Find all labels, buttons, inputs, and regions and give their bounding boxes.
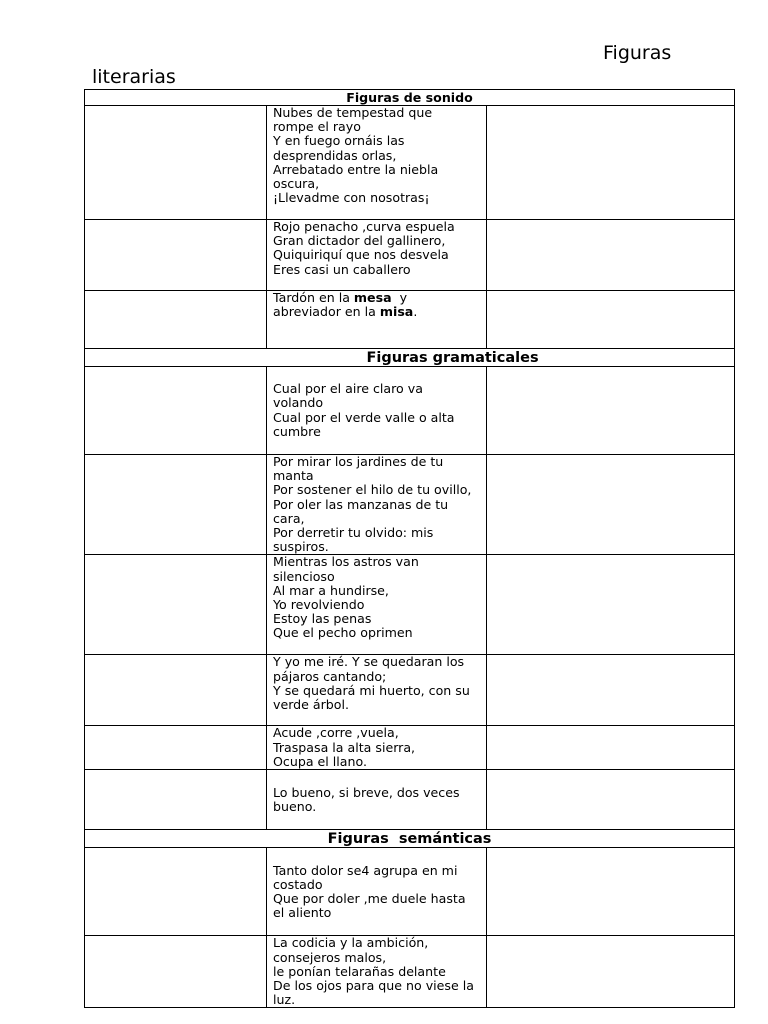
verse-line: verde árbol. — [273, 697, 349, 713]
answer-cell — [85, 555, 267, 655]
verse-line: Rojo penacho ,curva espuela — [273, 219, 455, 234]
verse-emphasis: mesa — [353, 290, 392, 305]
verse-line: Cual por el verde valle o alta — [273, 409, 455, 425]
verse-line: cara, — [273, 510, 305, 526]
document-title-line2: literarias — [92, 66, 176, 88]
verse-line: Eres casi un caballero — [273, 261, 411, 277]
answer-cell — [85, 220, 267, 291]
table-row — [85, 367, 735, 455]
notes-cell — [487, 291, 735, 349]
verse-cell — [267, 848, 487, 936]
notes-cell — [487, 220, 735, 291]
document-title-line1: Figuras — [603, 42, 672, 64]
notes-cell — [487, 106, 735, 220]
table-row — [85, 106, 735, 220]
verse-line: Estoy las penas — [273, 611, 372, 627]
verse-text: y — [391, 290, 408, 305]
verse-line: Mientras los astros van — [273, 554, 419, 570]
table-row — [85, 555, 735, 655]
verse-line: oscura, — [273, 176, 320, 192]
answer-cell — [85, 726, 267, 770]
notes-cell — [487, 455, 735, 555]
verse-line: consejeros malos, — [273, 949, 387, 965]
table-row — [85, 455, 735, 555]
verse-cell — [267, 655, 487, 726]
table-row — [85, 770, 735, 830]
section-title: Figuras de sonido — [85, 90, 735, 106]
verse-text: abreviador en la — [273, 304, 380, 320]
verse-line: Y en fuego ornáis las — [273, 133, 405, 149]
verse-cell — [267, 770, 487, 830]
section-header-sonido — [85, 90, 735, 106]
verse-cell — [267, 555, 487, 655]
verse-line: manta — [273, 468, 314, 484]
notes-cell — [487, 655, 735, 726]
verse-line: Yo revolviendo — [273, 597, 365, 613]
answer-cell — [85, 367, 267, 455]
verse-line: bueno. — [273, 798, 317, 814]
answer-cell — [85, 848, 267, 936]
verse-line: Que por doler ,me duele hasta — [273, 890, 466, 906]
verse-text: . — [413, 304, 418, 320]
section-header-semanticas — [85, 830, 735, 848]
verse-cell — [267, 726, 487, 770]
table-row — [85, 220, 735, 291]
verse-line: Nubes de tempestad que — [273, 105, 433, 120]
notes-cell — [487, 367, 735, 455]
verse-line: desprendidas orlas, — [273, 147, 397, 163]
verse-emphasis: misa — [379, 304, 414, 320]
verse-cell — [267, 291, 487, 349]
figuras-table — [84, 89, 735, 1008]
verse-line: silencioso — [273, 568, 335, 584]
notes-cell — [487, 555, 735, 655]
verse-line: Cual por el aire claro va — [273, 381, 423, 397]
verse-line: Por mirar los jardines de tu — [273, 454, 444, 469]
verse-line: Tanto dolor se4 agrupa en mi — [273, 862, 458, 878]
answer-cell — [85, 936, 267, 1008]
verse-line: Por sostener el hilo de tu ovillo, — [273, 482, 472, 498]
answer-cell — [85, 770, 267, 830]
table-row — [85, 936, 735, 1008]
verse-line: volando — [273, 395, 324, 411]
table-row — [85, 655, 735, 726]
verse-line: suspiros. — [273, 539, 329, 555]
verse-line — [273, 291, 486, 305]
verse-line: el aliento — [273, 905, 332, 921]
verse-line: Lo bueno, si breve, dos veces — [273, 784, 460, 800]
verse-line: Y yo me iré. Y se quedaran los — [273, 654, 465, 670]
verse-line: Traspasa la alta sierra, — [273, 739, 416, 755]
verse-line: De los ojos para que no viese la — [273, 978, 474, 994]
verse-line — [273, 305, 486, 319]
verse-line: pájaros cantando; — [273, 668, 387, 684]
section-title: Figuras semánticas — [85, 830, 735, 848]
verse-line: Por oler las manzanas de tu — [273, 496, 449, 512]
verse-line: le ponían telarañas delante — [273, 963, 446, 979]
notes-cell — [487, 936, 735, 1008]
verse-line: La codicia y la ambición, — [273, 935, 429, 951]
verse-line: Al mar a hundirse, — [273, 582, 389, 598]
verse-cell — [267, 220, 487, 291]
verse-line: Ocupa el llano. — [273, 753, 367, 769]
verse-line: Y se quedará mi huerto, con su — [273, 682, 470, 698]
verse-cell — [267, 455, 487, 555]
verse-line: Por derretir tu olvido: mis — [273, 525, 434, 541]
verse-line: Arrebatado entre la niebla — [273, 161, 439, 177]
verse-cell — [267, 367, 487, 455]
verse-cell — [267, 106, 487, 220]
table-row — [85, 291, 735, 349]
notes-cell — [487, 848, 735, 936]
answer-cell — [85, 655, 267, 726]
table-row — [85, 848, 735, 936]
verse-line: Gran dictador del gallinero, — [273, 233, 446, 249]
verse-line: rompe el rayo — [273, 119, 361, 135]
verse-text: Tardón en la — [273, 290, 354, 305]
section-header-gramaticales — [85, 349, 735, 367]
verse-line: Quiquiriquí que nos desvela — [273, 247, 449, 263]
verse-line: costado — [273, 876, 323, 892]
verse-line: Que el pecho oprimen — [273, 625, 413, 641]
verse-line: ¡Llevadme con nosotras¡ — [273, 190, 430, 206]
verse-cell — [267, 936, 487, 1008]
notes-cell — [487, 770, 735, 830]
verse-line: Acude ,corre ,vuela, — [273, 725, 399, 741]
answer-cell — [85, 291, 267, 349]
verse-line: cumbre — [273, 423, 321, 439]
notes-cell — [487, 726, 735, 770]
answer-cell — [85, 455, 267, 555]
answer-cell — [85, 106, 267, 220]
section-title: Figuras gramaticales — [85, 349, 735, 367]
verse-line: luz. — [273, 992, 296, 1008]
table-row — [85, 726, 735, 770]
